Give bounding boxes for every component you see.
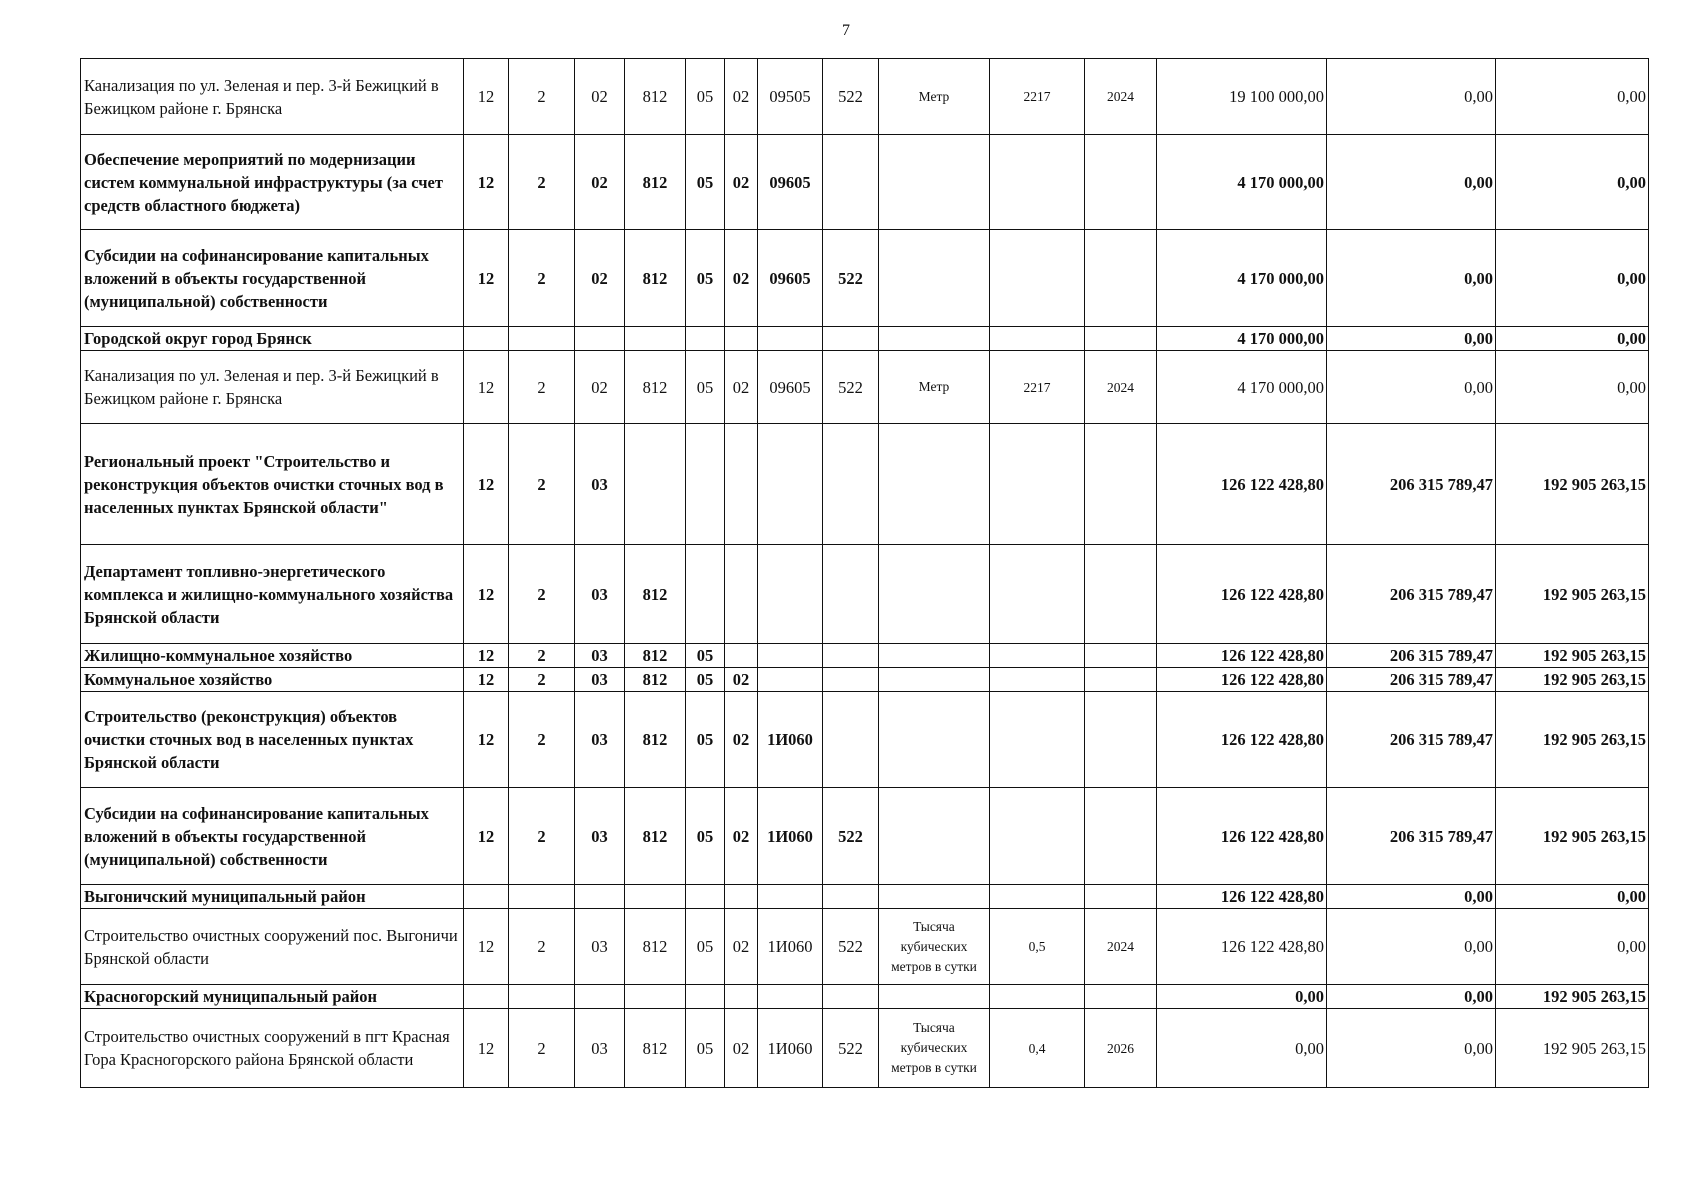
- code-program-cell: 12: [464, 424, 509, 545]
- amount-2025-cell: 0,00: [1327, 135, 1496, 230]
- code-expense-type-cell: 522: [823, 788, 879, 885]
- code-admin-cell: 812: [625, 1009, 686, 1088]
- amount-2026-cell: 192 905 263,15: [1496, 788, 1649, 885]
- unit-of-measure-cell: [879, 545, 990, 644]
- table-row: [81, 327, 1649, 351]
- code-section-cell: 05: [686, 59, 725, 135]
- code-expense-type-cell: [823, 644, 879, 668]
- amount-2025-cell: 206 315 789,47: [1327, 424, 1496, 545]
- code-expense-type-cell: 522: [823, 1009, 879, 1088]
- row-name-cell: Канализация по ул. Зеленая и пер. 3-й Бежицкий в Бежицком районе г. Брянска: [81, 59, 464, 135]
- unit-of-measure-cell: [879, 985, 990, 1009]
- code-subprogram-cell: 2: [509, 545, 575, 644]
- code-subsection-cell: 02: [725, 1009, 758, 1088]
- amount-2026-cell: 192 905 263,15: [1496, 424, 1649, 545]
- code-expense-type-cell: [823, 885, 879, 909]
- code-project-cell: 02: [575, 230, 625, 327]
- code-direction-cell: 1И060: [758, 909, 823, 985]
- commission-year-cell: [1085, 135, 1157, 230]
- capacity-cell: [990, 424, 1085, 545]
- code-section-cell: 05: [686, 644, 725, 668]
- capacity-cell: 0,5: [990, 909, 1085, 985]
- row-name-cell: Субсидии на софинансирование капитальных вложений в объекты государственной (муниципальной) собственности: [81, 230, 464, 327]
- table-row: [81, 424, 1649, 545]
- commission-year-cell: 2024: [1085, 909, 1157, 985]
- code-expense-type-cell: 522: [823, 909, 879, 985]
- amount-2026-cell: 192 905 263,15: [1496, 545, 1649, 644]
- amount-2024-cell: 4 170 000,00: [1157, 135, 1327, 230]
- code-project-cell: 03: [575, 668, 625, 692]
- code-project-cell: 03: [575, 692, 625, 788]
- code-project-cell: 03: [575, 424, 625, 545]
- unit-of-measure-cell: Метр: [879, 59, 990, 135]
- code-project-cell: 02: [575, 135, 625, 230]
- capacity-cell: [990, 327, 1085, 351]
- code-direction-cell: [758, 985, 823, 1009]
- code-subprogram-cell: 2: [509, 135, 575, 230]
- amount-2026-cell: 192 905 263,15: [1496, 668, 1649, 692]
- code-project-cell: 03: [575, 545, 625, 644]
- code-direction-cell: 09605: [758, 230, 823, 327]
- code-expense-type-cell: [823, 327, 879, 351]
- code-project-cell: [575, 885, 625, 909]
- commission-year-cell: [1085, 424, 1157, 545]
- row-name-cell: Строительство (реконструкция) объектов очистки сточных вод в населенных пунктах Брянской области: [81, 692, 464, 788]
- code-project-cell: [575, 985, 625, 1009]
- amount-2025-cell: 206 315 789,47: [1327, 668, 1496, 692]
- code-direction-cell: 1И060: [758, 692, 823, 788]
- code-admin-cell: 812: [625, 545, 686, 644]
- commission-year-cell: [1085, 668, 1157, 692]
- capacity-cell: 0,4: [990, 1009, 1085, 1088]
- capacity-cell: [990, 885, 1085, 909]
- unit-of-measure-cell: [879, 644, 990, 668]
- code-expense-type-cell: 522: [823, 59, 879, 135]
- code-subsection-cell: [725, 424, 758, 545]
- table-row: [81, 885, 1649, 909]
- row-name-cell: Канализация по ул. Зеленая и пер. 3-й Бежицкий в Бежицком районе г. Брянска: [81, 351, 464, 424]
- row-name-cell: Строительство очистных сооружений в пгт Красная Гора Красногорского района Брянской области: [81, 1009, 464, 1088]
- code-subsection-cell: 02: [725, 668, 758, 692]
- amount-2025-cell: 206 315 789,47: [1327, 788, 1496, 885]
- unit-of-measure-cell: Тысяча кубических метров в сутки: [879, 909, 990, 985]
- code-subsection-cell: 02: [725, 692, 758, 788]
- code-program-cell: 12: [464, 1009, 509, 1088]
- code-admin-cell: [625, 424, 686, 545]
- amount-2024-cell: 126 122 428,80: [1157, 668, 1327, 692]
- amount-2024-cell: 126 122 428,80: [1157, 644, 1327, 668]
- code-program-cell: 12: [464, 351, 509, 424]
- table-row: [81, 788, 1649, 885]
- amount-2026-cell: 0,00: [1496, 351, 1649, 424]
- amount-2025-cell: 0,00: [1327, 909, 1496, 985]
- code-program-cell: 12: [464, 644, 509, 668]
- code-program-cell: 12: [464, 545, 509, 644]
- code-admin-cell: [625, 885, 686, 909]
- code-section-cell: 05: [686, 135, 725, 230]
- code-subsection-cell: 02: [725, 230, 758, 327]
- amount-2026-cell: 0,00: [1496, 230, 1649, 327]
- code-subprogram-cell: 2: [509, 351, 575, 424]
- amount-2025-cell: 206 315 789,47: [1327, 692, 1496, 788]
- table-row: [81, 59, 1649, 135]
- capacity-cell: [990, 230, 1085, 327]
- code-program-cell: 12: [464, 59, 509, 135]
- code-program-cell: [464, 985, 509, 1009]
- amount-2024-cell: 126 122 428,80: [1157, 885, 1327, 909]
- amount-2024-cell: 4 170 000,00: [1157, 327, 1327, 351]
- code-program-cell: 12: [464, 135, 509, 230]
- unit-of-measure-cell: [879, 788, 990, 885]
- amount-2025-cell: 0,00: [1327, 351, 1496, 424]
- amount-2024-cell: 0,00: [1157, 1009, 1327, 1088]
- capacity-cell: [990, 985, 1085, 1009]
- code-subsection-cell: 02: [725, 135, 758, 230]
- code-project-cell: [575, 327, 625, 351]
- code-subsection-cell: 02: [725, 59, 758, 135]
- code-admin-cell: 812: [625, 644, 686, 668]
- row-name-cell: Городской округ город Брянск: [81, 327, 464, 351]
- row-name-cell: Обеспечение мероприятий по модернизации систем коммунальной инфраструктуры (за счет средств областного бюджета): [81, 135, 464, 230]
- code-subprogram-cell: 2: [509, 644, 575, 668]
- code-subsection-cell: 02: [725, 909, 758, 985]
- table-row: [81, 230, 1649, 327]
- code-direction-cell: 09605: [758, 351, 823, 424]
- amount-2024-cell: 126 122 428,80: [1157, 424, 1327, 545]
- code-expense-type-cell: [823, 985, 879, 1009]
- amount-2025-cell: 0,00: [1327, 985, 1496, 1009]
- code-expense-type-cell: [823, 545, 879, 644]
- table-row: [81, 1009, 1649, 1088]
- code-program-cell: 12: [464, 909, 509, 985]
- unit-of-measure-cell: [879, 327, 990, 351]
- row-name-cell: Выгоничский муниципальный район: [81, 885, 464, 909]
- code-subprogram-cell: 2: [509, 59, 575, 135]
- code-section-cell: [686, 545, 725, 644]
- code-program-cell: [464, 885, 509, 909]
- capacity-cell: 2217: [990, 59, 1085, 135]
- row-name-cell: Жилищно-коммунальное хозяйство: [81, 644, 464, 668]
- code-subprogram-cell: 2: [509, 424, 575, 545]
- unit-of-measure-cell: [879, 424, 990, 545]
- commission-year-cell: 2024: [1085, 59, 1157, 135]
- commission-year-cell: [1085, 985, 1157, 1009]
- code-direction-cell: [758, 885, 823, 909]
- code-section-cell: 05: [686, 1009, 725, 1088]
- code-program-cell: 12: [464, 692, 509, 788]
- code-section-cell: 05: [686, 230, 725, 327]
- amount-2026-cell: 192 905 263,15: [1496, 1009, 1649, 1088]
- code-admin-cell: [625, 327, 686, 351]
- row-name-cell: Субсидии на софинансирование капитальных вложений в объекты государственной (муниципальной) собственности: [81, 788, 464, 885]
- commission-year-cell: [1085, 327, 1157, 351]
- code-section-cell: [686, 885, 725, 909]
- code-subsection-cell: 02: [725, 351, 758, 424]
- row-name-cell: Департамент топливно-энергетического комплекса и жилищно-коммунального хозяйства Брянской области: [81, 545, 464, 644]
- amount-2026-cell: 192 905 263,15: [1496, 644, 1649, 668]
- amount-2026-cell: 0,00: [1496, 135, 1649, 230]
- commission-year-cell: [1085, 230, 1157, 327]
- code-admin-cell: 812: [625, 230, 686, 327]
- commission-year-cell: 2024: [1085, 351, 1157, 424]
- code-subsection-cell: [725, 985, 758, 1009]
- commission-year-cell: [1085, 692, 1157, 788]
- code-subprogram-cell: 2: [509, 909, 575, 985]
- code-subsection-cell: [725, 644, 758, 668]
- code-section-cell: 05: [686, 788, 725, 885]
- amount-2026-cell: 192 905 263,15: [1496, 985, 1649, 1009]
- code-expense-type-cell: [823, 692, 879, 788]
- code-project-cell: 03: [575, 909, 625, 985]
- amount-2024-cell: 126 122 428,80: [1157, 545, 1327, 644]
- amount-2024-cell: 4 170 000,00: [1157, 230, 1327, 327]
- code-section-cell: 05: [686, 668, 725, 692]
- amount-2026-cell: 0,00: [1496, 885, 1649, 909]
- amount-2024-cell: 126 122 428,80: [1157, 909, 1327, 985]
- code-project-cell: 03: [575, 788, 625, 885]
- commission-year-cell: [1085, 885, 1157, 909]
- code-section-cell: 05: [686, 909, 725, 985]
- code-subsection-cell: [725, 327, 758, 351]
- code-program-cell: 12: [464, 668, 509, 692]
- commission-year-cell: [1085, 644, 1157, 668]
- unit-of-measure-cell: Метр: [879, 351, 990, 424]
- unit-of-measure-cell: Тысяча кубических метров в сутки: [879, 1009, 990, 1088]
- capacity-cell: 2217: [990, 351, 1085, 424]
- amount-2026-cell: 192 905 263,15: [1496, 692, 1649, 788]
- page-number: 7: [842, 22, 850, 39]
- unit-of-measure-cell: [879, 230, 990, 327]
- amount-2025-cell: 0,00: [1327, 59, 1496, 135]
- code-subprogram-cell: [509, 985, 575, 1009]
- code-direction-cell: [758, 644, 823, 668]
- amount-2024-cell: 126 122 428,80: [1157, 788, 1327, 885]
- code-subsection-cell: [725, 885, 758, 909]
- amount-2024-cell: 4 170 000,00: [1157, 351, 1327, 424]
- code-program-cell: 12: [464, 788, 509, 885]
- table-row: [81, 135, 1649, 230]
- code-admin-cell: 812: [625, 788, 686, 885]
- row-name-cell: Коммунальное хозяйство: [81, 668, 464, 692]
- code-admin-cell: 812: [625, 692, 686, 788]
- amount-2024-cell: 19 100 000,00: [1157, 59, 1327, 135]
- code-project-cell: 02: [575, 351, 625, 424]
- code-section-cell: 05: [686, 692, 725, 788]
- row-name-cell: Строительство очистных сооружений пос. Выгоничи Брянской области: [81, 909, 464, 985]
- code-admin-cell: 812: [625, 668, 686, 692]
- row-name-cell: Региональный проект "Строительство и реконструкция объектов очистки сточных вод в населенных пунктах Брянской области": [81, 424, 464, 545]
- code-admin-cell: 812: [625, 351, 686, 424]
- code-program-cell: 12: [464, 230, 509, 327]
- code-program-cell: [464, 327, 509, 351]
- commission-year-cell: [1085, 788, 1157, 885]
- unit-of-measure-cell: [879, 692, 990, 788]
- code-subprogram-cell: [509, 327, 575, 351]
- code-section-cell: [686, 327, 725, 351]
- table-row: [81, 985, 1649, 1009]
- code-direction-cell: 09505: [758, 59, 823, 135]
- code-direction-cell: [758, 545, 823, 644]
- code-admin-cell: [625, 985, 686, 1009]
- amount-2026-cell: 0,00: [1496, 909, 1649, 985]
- amount-2025-cell: 0,00: [1327, 230, 1496, 327]
- capacity-cell: [990, 135, 1085, 230]
- capacity-cell: [990, 668, 1085, 692]
- amount-2025-cell: 206 315 789,47: [1327, 545, 1496, 644]
- code-subsection-cell: 02: [725, 788, 758, 885]
- capacity-cell: [990, 788, 1085, 885]
- code-section-cell: [686, 985, 725, 1009]
- code-section-cell: [686, 424, 725, 545]
- code-expense-type-cell: [823, 668, 879, 692]
- table-row: [81, 351, 1649, 424]
- commission-year-cell: [1085, 545, 1157, 644]
- code-direction-cell: 09605: [758, 135, 823, 230]
- code-direction-cell: [758, 668, 823, 692]
- code-direction-cell: [758, 327, 823, 351]
- table-row: [81, 909, 1649, 985]
- code-expense-type-cell: [823, 424, 879, 545]
- code-project-cell: 03: [575, 1009, 625, 1088]
- code-section-cell: 05: [686, 351, 725, 424]
- code-expense-type-cell: [823, 135, 879, 230]
- capacity-cell: [990, 692, 1085, 788]
- code-subprogram-cell: 2: [509, 692, 575, 788]
- code-subprogram-cell: 2: [509, 1009, 575, 1088]
- code-subprogram-cell: 2: [509, 668, 575, 692]
- table-body: [81, 59, 1649, 1088]
- table-row: [81, 668, 1649, 692]
- code-direction-cell: [758, 424, 823, 545]
- table-row: [81, 692, 1649, 788]
- commission-year-cell: 2026: [1085, 1009, 1157, 1088]
- table-row: [81, 545, 1649, 644]
- amount-2025-cell: 0,00: [1327, 1009, 1496, 1088]
- code-project-cell: 03: [575, 644, 625, 668]
- amount-2024-cell: 0,00: [1157, 985, 1327, 1009]
- code-expense-type-cell: 522: [823, 351, 879, 424]
- code-expense-type-cell: 522: [823, 230, 879, 327]
- table-row: [81, 644, 1649, 668]
- amount-2026-cell: 0,00: [1496, 59, 1649, 135]
- code-direction-cell: 1И060: [758, 1009, 823, 1088]
- code-subprogram-cell: [509, 885, 575, 909]
- code-direction-cell: 1И060: [758, 788, 823, 885]
- amount-2025-cell: 0,00: [1327, 885, 1496, 909]
- amount-2024-cell: 126 122 428,80: [1157, 692, 1327, 788]
- code-subprogram-cell: 2: [509, 788, 575, 885]
- code-subprogram-cell: 2: [509, 230, 575, 327]
- row-name-cell: Красногорский муниципальный район: [81, 985, 464, 1009]
- amount-2025-cell: 206 315 789,47: [1327, 644, 1496, 668]
- unit-of-measure-cell: [879, 668, 990, 692]
- unit-of-measure-cell: [879, 885, 990, 909]
- capacity-cell: [990, 545, 1085, 644]
- code-subsection-cell: [725, 545, 758, 644]
- unit-of-measure-cell: [879, 135, 990, 230]
- capacity-cell: [990, 644, 1085, 668]
- code-admin-cell: 812: [625, 135, 686, 230]
- code-admin-cell: 812: [625, 909, 686, 985]
- budget-table: [80, 58, 1649, 1088]
- code-admin-cell: 812: [625, 59, 686, 135]
- code-project-cell: 02: [575, 59, 625, 135]
- amount-2025-cell: 0,00: [1327, 327, 1496, 351]
- amount-2026-cell: 0,00: [1496, 327, 1649, 351]
